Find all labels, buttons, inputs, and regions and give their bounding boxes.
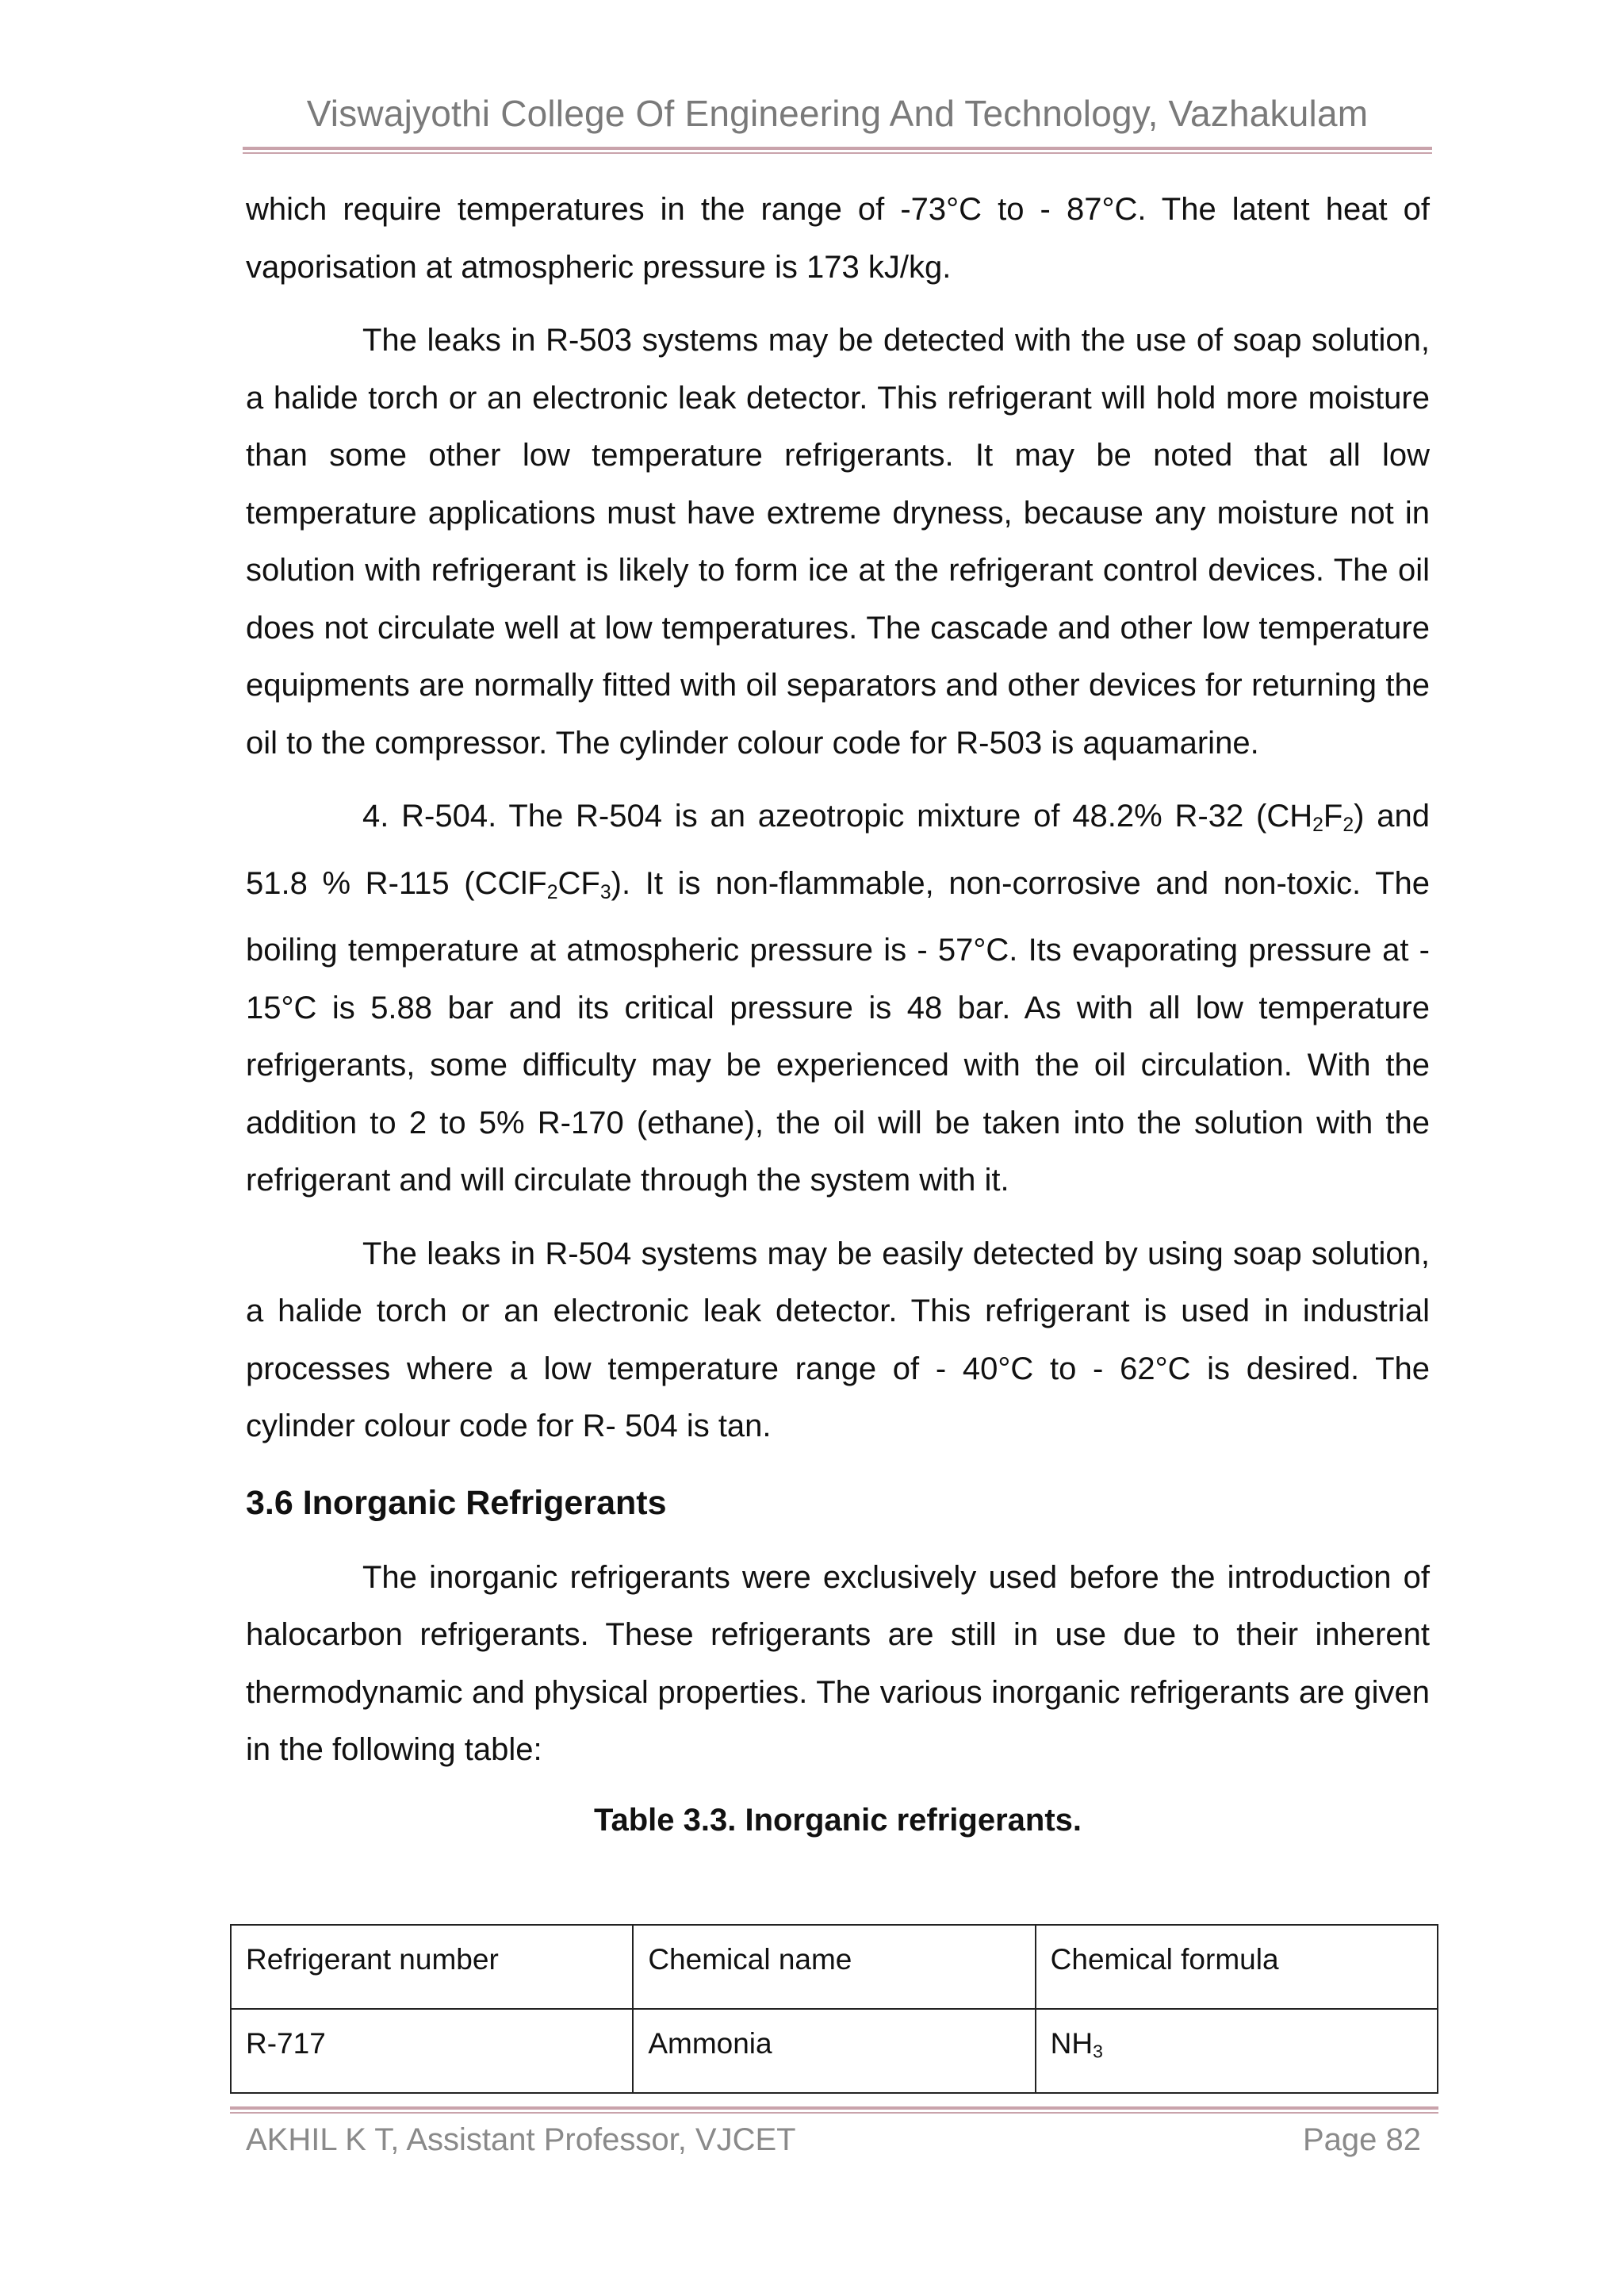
- footer-author: AKHIL K T, Assistant Professor, VJCET: [246, 2122, 796, 2157]
- p3-text-5: ). It is non-flammable, non-corrosive and non-toxic. The boiling temperature at atmospheric pressure is - 57°C. Its evaporating pressure at - 15°C is 5.88 bar and its critical pressure is 48 bar. As with all low temperature refrigerants, some difficulty may be experienced with the oil circulation. With the addition to 2 to 5% R-170 (ethane), the oil will be taken into the solution with the refrigerant and will circulate through the system with it.: [246, 865, 1430, 1198]
- page-header-title: Viswajyothi College Of Engineering And Technology, Vazhakulam: [306, 93, 1369, 134]
- p3-sub-4: 3: [599, 881, 611, 903]
- page-content: [246, 181, 1430, 1872]
- p3-text-1: 4. R-504. The R-504 is an azeotropic mixture of 48.2% R-32 (CH: [362, 799, 1313, 834]
- table-caption: Table 3.3. Inorganic refrigerants.: [594, 1802, 1082, 1838]
- table-header-cell: Chemical formula: [1036, 1925, 1438, 2009]
- table-row: [231, 2009, 1438, 2093]
- formula-base: NH: [1050, 2027, 1094, 2060]
- table-cell-name: Ammonia: [633, 2009, 1035, 2093]
- paragraph-r503-continuation: which require temperatures in the range of -73°C to - 87°C. The latent heat of vaporisation at atmospheric pressure is 173 kJ/kg.: [246, 192, 1430, 285]
- paragraph-r504-description: [246, 788, 1430, 1209]
- p3-text-2: F: [1323, 799, 1343, 834]
- formula-subscript: 3: [1093, 2041, 1103, 2062]
- p3-sub-1: 2: [1312, 815, 1323, 837]
- p3-text-3: ) and 51.8 % R-115 (CClF: [246, 799, 1430, 901]
- p3-sub-2: 2: [1342, 815, 1354, 837]
- table-header-row: [231, 1925, 1438, 2009]
- table-header-cell: Chemical name: [633, 1925, 1035, 2009]
- section-heading: 3.6 Inorganic Refrigerants: [246, 1483, 667, 1522]
- paragraph-r504-leaks: The leaks in R-504 systems may be easily detected by using soap solution, a halide torch or an electronic leak detector. This refrigerant is used in industrial processes where a low temperature range of - 40°C to - 62°C is desired. The cylinder colour code for R- 504 is tan.: [246, 1236, 1430, 1444]
- footer-page-number: Page 82: [1302, 2122, 1421, 2157]
- p3-sub-3: 2: [546, 881, 558, 903]
- table-cell-formula: [1036, 2009, 1438, 2093]
- table-header-cell: Refrigerant number: [231, 1925, 633, 2009]
- paragraph-r503-leaks: The leaks in R-503 systems may be detected with the use of soap solution, a halide torch or an electronic leak detector. This refrigerant will hold more moisture than some other low temperature refrigerants. It may be noted that all low temperature applications must have extreme dryness, because any moisture not in solution with refrigerant is likely to form ice at the refrigerant control devices. The oil does not circulate well at low temperatures. The cascade and other low temperature equipments are normally fitted with oil separators and other devices for returning the oil to the compressor. The cylinder colour code for R-503 is aquamarine.: [246, 323, 1430, 761]
- table-cell-number: R-717: [231, 2009, 633, 2093]
- footer-rule: [230, 2106, 1438, 2114]
- inorganic-refrigerants-table: [230, 1924, 1438, 2094]
- header-rule: [243, 147, 1432, 154]
- p3-text-4: CF: [557, 865, 600, 901]
- paragraph-inorganic-intro: The inorganic refrigerants were exclusively used before the introduction of halocarbon refrigerants. These refrigerants are still in use due to their inherent thermodynamic and physical properties. The various inorganic refrigerants are given in the following table:: [246, 1559, 1430, 1768]
